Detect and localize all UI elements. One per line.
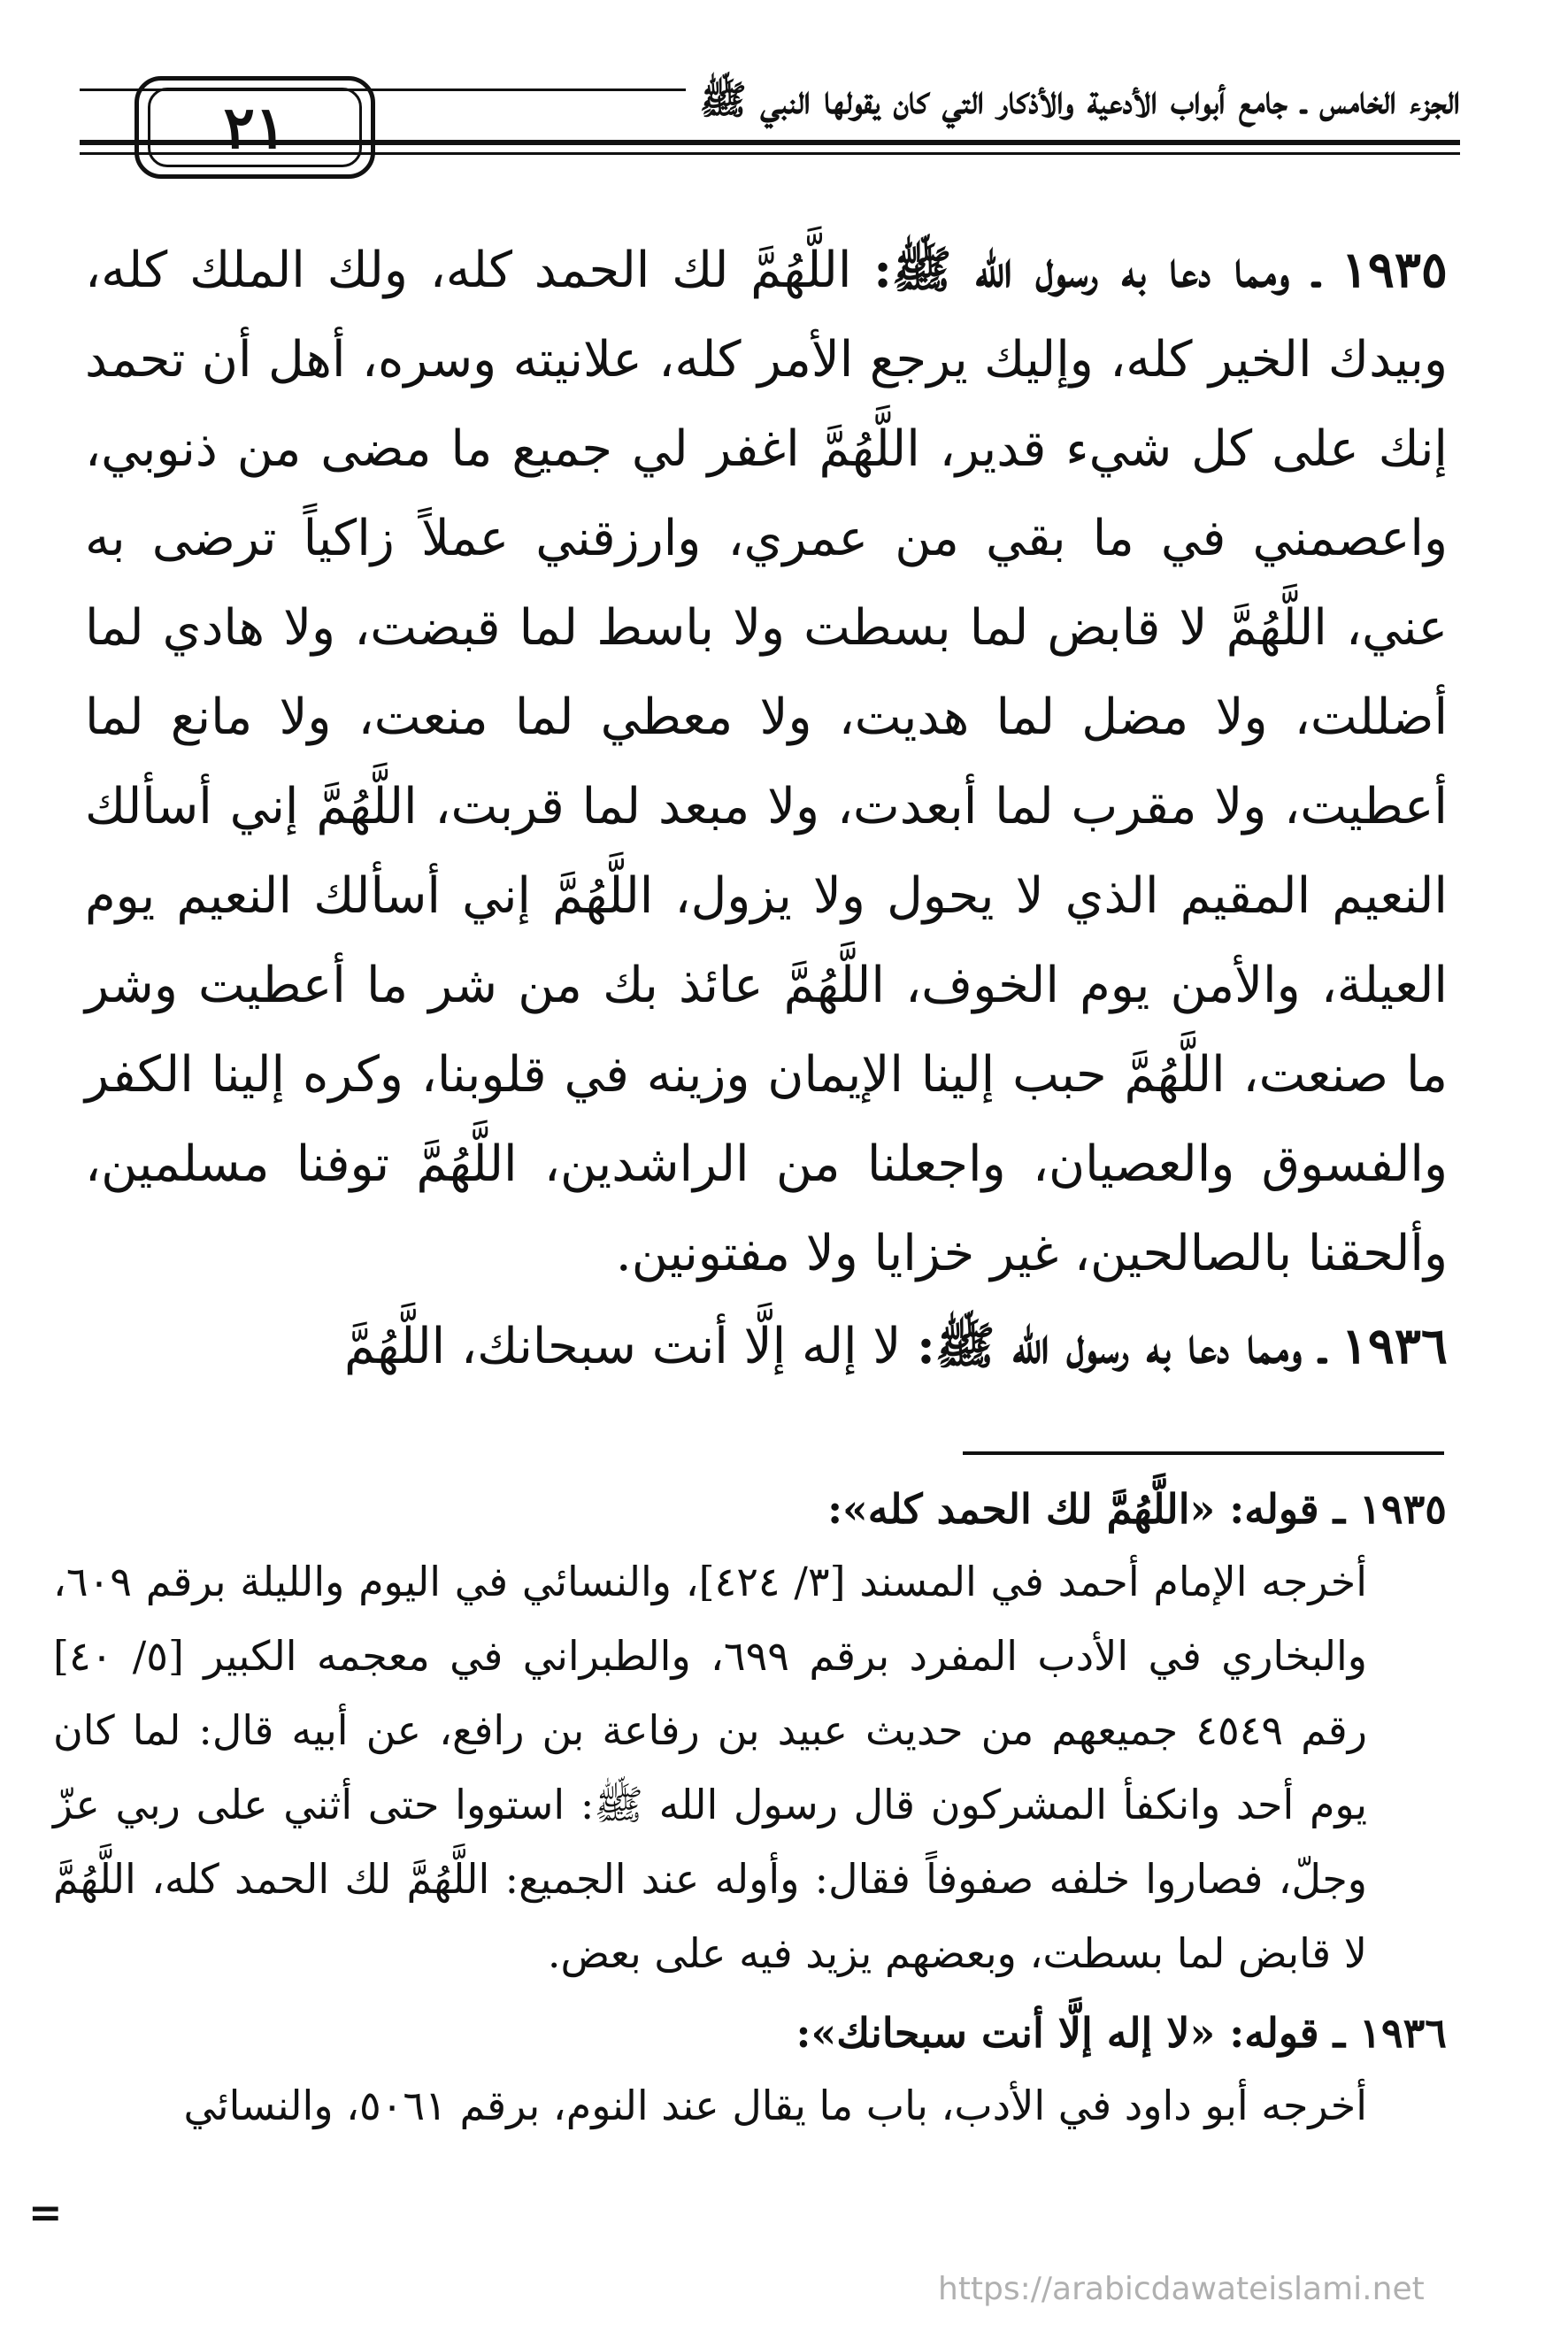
footnote-text-1936: أخرجه أبو داود في الأدب، باب ما يقال عند النوم، برقم ٥٠٦١، والنسائي <box>183 2082 1367 2129</box>
footnote-text-1935: أخرجه الإمام أحمد في المسند [٣/ ٤٢٤]، والنسائي في اليوم والليلة برقم ٦٠٩، والبخاري في الأدب المفرد برقم ٦٩٩، والطبراني في معجمه الكبير [٥/ ٤٠] رقم ٤٥٤٩ جميعهم من حديث عبيد بن رفاعة بن رافع، عن أبيه قال: لما كان يوم أحد وانكفأ المشركون قال رسول الله ﷺ: استووا حتى أثني على ربي عزّ وجلّ، فصاروا خلفه صفوفاً فقال: وأوله عند الجميع: اللَّهُمَّ لك الحمد كله، اللَّهُمَّ لا قابض لما بسطت، وبعضهم يزيد فيه على بعض. <box>53 1558 1368 1977</box>
hadith-text: اللَّهُمَّ لك الحمد كله، ولك الملك كله، وبيدك الخير كله، وإليك يرجع الأمر كله، علانيته وسره، أهل أن تحمد إنك على كل شيء قدير، اللَّهُمَّ اغفر لي جميع ما مضى من ذنوبي، واعصمني في ما بقي من عمري، وارزقني عملاً زاكياً ترضى به عني، اللَّهُمَّ لا قابض لما بسطت ولا باسط لما قبضت، ولا هادي لما أضللت، ولا مضل لما هديت، ولا معطي لما منعت، ولا مانع لما أعطيت، ولا مقرب لما أبعدت، ولا مبعد لما قربت، اللَّهُمَّ إني أسألك النعيم المقيم الذي لا يحول ولا يزول، اللَّهُمَّ إني أسألك النعيم يوم العيلة، والأمن يوم الخوف، اللَّهُمَّ عائذ بك من شر ما أعطيت وشر ما صنعت، اللَّهُمَّ حبب إلينا الإيمان وزينه في قلوبنا، وكره إلينا الكفر والفسوق والعصيان، واجعلنا من الراشدين، اللَّهُمَّ توفنا مسلمين، وألحقنا بالصالحين، غير خزايا ولا مفتونين. <box>85 242 1449 1282</box>
main-text <box>85 226 1448 1391</box>
page-number-frame <box>135 76 375 179</box>
watermark-url: https://arabicdawateislami.net <box>938 2271 1425 2307</box>
hadith-lead: ـ ومما دعا به رسول الله ﷺ: <box>917 1317 1326 1375</box>
running-title: الجزء الخامس ـ جامع أبواب الأدعية والأذكار التي كان يقولها النبي ﷺ <box>686 78 1460 125</box>
hadith-lead: ـ ومما دعا به رسول الله ﷺ: <box>873 241 1319 299</box>
hadith-1936 <box>85 1302 1448 1391</box>
hadith-number: ١٩٣٦ <box>1341 1317 1448 1375</box>
footnote-heading-1936: ١٩٣٦ ـ قوله: «لا إله إلَّا أنت سبحانك»: <box>796 2009 1447 2057</box>
page-header <box>80 62 1460 168</box>
page-number: ٢١ <box>223 93 287 162</box>
footnotes <box>53 1474 1447 2143</box>
hadith-1935 <box>85 226 1448 1298</box>
footnote-heading-1935: ١٩٣٥ ـ قوله: «اللَّهُمَّ لك الحمد كله»: <box>827 1485 1447 1533</box>
hadith-text: لا إله إلَّا أنت سبحانك، اللَّهُمَّ <box>343 1318 902 1375</box>
footnote-divider <box>963 1451 1444 1455</box>
continuation-mark: = <box>28 2189 63 2236</box>
hadith-number: ١٩٣٥ <box>1341 241 1448 299</box>
